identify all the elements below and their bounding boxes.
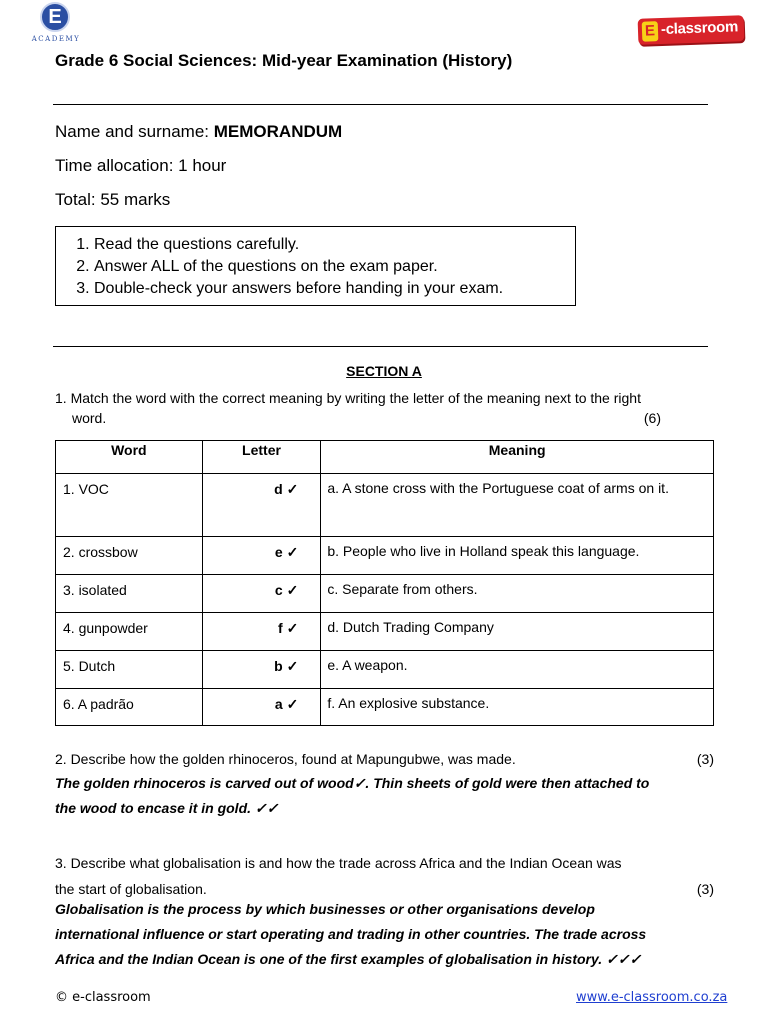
- cell-meaning: a. A stone cross with the Portuguese coat of arms on it.: [321, 474, 714, 537]
- instruction-item: 2. Answer ALL of the questions on the exam paper.: [94, 256, 575, 278]
- table-row: [56, 537, 714, 575]
- cell-word: 4. gunpowder: [56, 613, 203, 651]
- header-word: Word: [56, 441, 203, 474]
- instructions-list: [70, 234, 575, 300]
- cell-letter: c ✓: [202, 575, 321, 613]
- question-2-text: 2. Describe how the golden rhinoceros, found at Mapungubwe, was made.: [55, 751, 516, 767]
- question-3: [55, 850, 714, 902]
- question-2: [55, 749, 714, 769]
- cell-letter: b ✓: [202, 651, 321, 689]
- question-1: [55, 388, 714, 428]
- answer-2: [55, 771, 725, 821]
- cell-word: 1. VOC: [56, 474, 203, 537]
- header-letter: Letter: [202, 441, 321, 474]
- question-2-marks: (3): [696, 751, 714, 767]
- name-field: [55, 122, 342, 142]
- instruction-item: 3. Double-check your answers before handing in your exam.: [94, 278, 575, 300]
- question-3-line-2-text: the start of globalisation.: [55, 881, 207, 897]
- cell-word: 5. Dutch: [56, 651, 203, 689]
- cell-letter: a ✓: [202, 689, 321, 726]
- divider-middle: [53, 346, 708, 347]
- question-1-line-1: 1. Match the word with the correct meaning by writing the letter of the meaning next to the right: [55, 390, 641, 406]
- answer-3-line-1: Globalisation is the process by which businesses or other organisations develop: [55, 901, 595, 917]
- cell-letter: d ✓: [202, 474, 321, 537]
- footer-website-link[interactable]: www.e-classroom.co.za: [576, 990, 728, 1005]
- cell-word: 6. A padrão: [56, 689, 203, 726]
- cell-letter: e ✓: [202, 537, 321, 575]
- cell-meaning: c. Separate from others.: [321, 575, 714, 613]
- e-classroom-logo: [638, 15, 745, 45]
- cell-letter: f ✓: [202, 613, 321, 651]
- cell-meaning: f. An explosive substance.: [321, 689, 714, 726]
- question-3-marks: (3): [696, 881, 714, 897]
- page-title: Grade 6 Social Sciences: Mid-year Examination (History): [55, 51, 513, 70]
- cell-meaning: d. Dutch Trading Company: [321, 613, 714, 651]
- answer-3-line-2: international influence or start operating and trading in other countries. The trade across: [55, 926, 647, 942]
- answer-3-line-3: Africa and the Indian Ocean is one of the first examples of globalisation in history. ✓✓✓: [55, 951, 642, 967]
- cell-word: 2. crossbow: [56, 537, 203, 575]
- table-header-row: [56, 441, 714, 474]
- e-classroom-logo-text: -classroom: [660, 18, 739, 39]
- name-value: MEMORANDUM: [213, 122, 343, 141]
- section-title: SECTION A: [346, 363, 422, 379]
- total-marks: Total: 55 marks: [55, 190, 171, 209]
- e-academy-logo-text: ACADEMY: [31, 35, 81, 43]
- question-1-line-2-text: word.: [72, 410, 107, 426]
- answer-3: [55, 897, 725, 972]
- instruction-item: 1. Read the questions carefully.: [94, 234, 575, 256]
- e-classroom-logo-letter: E: [642, 21, 659, 42]
- e-academy-logo-letter: E: [40, 2, 70, 32]
- matching-table: [55, 440, 714, 726]
- question-1-marks: (6): [643, 410, 661, 426]
- table-row: [56, 689, 714, 726]
- answer-2-line-2: the wood to encase it in gold. ✓✓: [55, 800, 279, 816]
- answer-2-line-1: The golden rhinoceros is carved out of wood✓. Thin sheets of gold were then attached to: [55, 775, 650, 791]
- divider-top: [53, 104, 708, 105]
- cell-word: 3. isolated: [56, 575, 203, 613]
- table-row: [56, 651, 714, 689]
- cell-meaning: e. A weapon.: [321, 651, 714, 689]
- instructions-box: [55, 226, 576, 306]
- question-3-line-1: 3. Describe what globalisation is and how the trade across Africa and the Indian Ocean was: [55, 855, 622, 871]
- cell-meaning: b. People who live in Holland speak this language.: [321, 537, 714, 575]
- e-academy-logo: [28, 2, 84, 46]
- name-label: Name and surname:: [55, 122, 214, 141]
- table-row: [56, 613, 714, 651]
- time-allocation: Time allocation: 1 hour: [55, 156, 227, 175]
- footer-copyright: © e-classroom: [55, 990, 151, 1005]
- question-1-line-2: [55, 408, 661, 428]
- table-row: [56, 575, 714, 613]
- header-meaning: Meaning: [321, 441, 714, 474]
- table-row: [56, 474, 714, 537]
